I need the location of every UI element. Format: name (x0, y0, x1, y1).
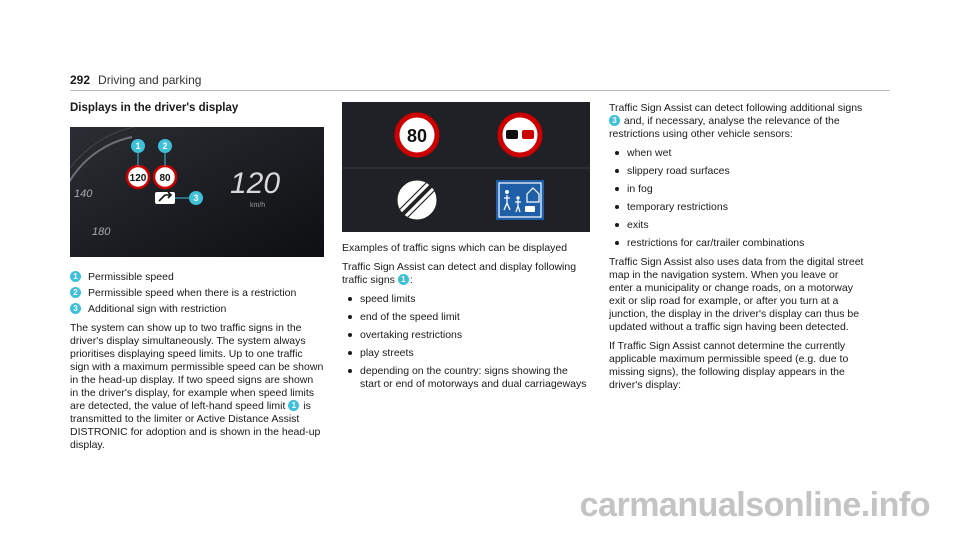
speed-limit-sign-text: 80 (406, 126, 428, 146)
car-icon (522, 130, 534, 139)
child-icon (516, 196, 519, 199)
speed-unit: km/h (250, 202, 266, 209)
traffic-signs-image (342, 102, 590, 232)
callout-2: 2 (162, 141, 168, 151)
section-heading: Displays in the driver's display (70, 102, 239, 114)
sign-type-list (342, 293, 590, 391)
page-header (70, 73, 201, 87)
section-title: Driving and parking (98, 73, 202, 87)
scale-label: 140 (74, 188, 93, 200)
page-number: 292 (70, 73, 91, 87)
list-item: in fog (609, 183, 865, 196)
list-item: when wet (609, 147, 865, 160)
list-item: overtaking restrictions (342, 329, 590, 342)
callout-1: 1 (135, 141, 141, 151)
body-paragraph: If Traffic Sign Assist cannot determine the currently applicable maximum permissible speed (e.g. due to missing signs), the following display appears in the driver's display: (609, 340, 849, 391)
header-rule (70, 90, 890, 91)
speed-sign-80-text: 80 (159, 173, 171, 184)
list-item: temporary restrictions (609, 201, 865, 214)
list-item: slippery road surfaces (609, 165, 865, 178)
additional-sign-list (609, 147, 865, 250)
watermark: carmanualsonline.info (579, 486, 930, 524)
driver-display-image (70, 127, 324, 257)
inline-callout: 1 (398, 274, 409, 285)
traffic-signs-graphic (342, 102, 590, 232)
list-item: depending on the country: signs showing the start or end of motorways and dual carriageways (342, 365, 590, 391)
additional-sign (155, 192, 175, 204)
play-street-sign (496, 180, 544, 220)
car-icon (506, 130, 518, 139)
body-paragraph: The system can show up to two traffic signs in the driver's display simultaneously. The system always prioritises displaying speed limits. Up to one traffic sign with a maximum permissible speed can be shown in the head-up display. If two speed signs are shown in the driver's display, for example when speed limits are detected, the value of left-hand speed limit 1 is transmitted to the limiter or Active Distance Assist DISTRONIC for adoption and is shown in the head-up display. (70, 322, 324, 451)
column-middle (342, 102, 590, 397)
list-item: speed limits (342, 293, 590, 306)
speed-sign-120-text: 120 (129, 173, 147, 184)
body-paragraph: Traffic Sign Assist also uses data from the digital street map in the navigation system. When you leave or enter a municipality or change roads, on a motorway exit or slip road for example, or after you turn at a junction, the display in the driver's display can thus be updated without a traffic sign having been detected. (609, 256, 864, 333)
list-item: play streets (342, 347, 590, 360)
body-paragraph: Traffic Sign Assist can detect and display following traffic signs 1 : (342, 261, 577, 286)
image-caption: Examples of traffic signs which can be displayed (342, 242, 568, 254)
scale-label: 180 (92, 226, 111, 238)
callout-3: 3 (193, 193, 199, 203)
inline-callout: 1 (288, 400, 299, 411)
column-left (70, 102, 324, 458)
person-icon (505, 190, 509, 194)
list-item: exits (609, 219, 865, 232)
cluster-graphic (70, 127, 324, 257)
list-item: end of the speed limit (342, 311, 590, 324)
legend-item: 3 Additional sign with restriction (70, 303, 324, 316)
legend-item: 2 Permissible speed when there is a restriction (70, 287, 324, 300)
car-icon (525, 206, 535, 212)
column-right (609, 102, 865, 398)
legend-item: 1 Permissible speed (70, 271, 324, 284)
inline-callout: 3 (609, 115, 620, 126)
list-item: restrictions for car/trailer combinations (609, 237, 865, 250)
body-paragraph: Traffic Sign Assist can detect following additional signs 3 and, if necessary, analyse the relevance of the restrictions using other vehicle sensors: (609, 102, 863, 140)
current-speed: 120 (230, 167, 281, 200)
